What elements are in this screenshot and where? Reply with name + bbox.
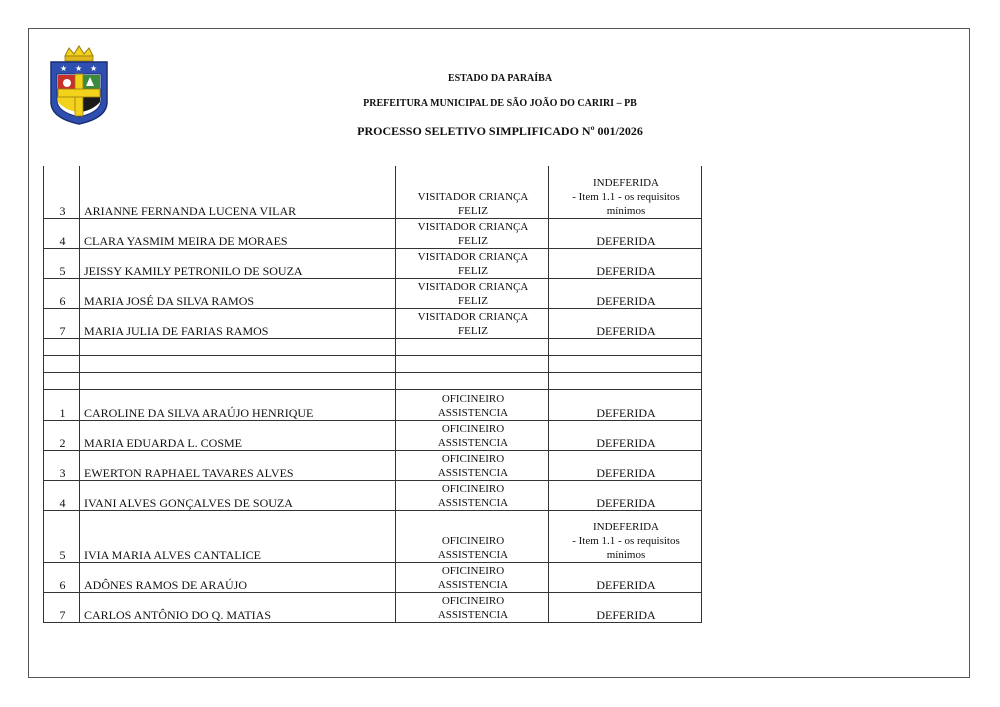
table-row: [44, 166, 702, 218]
candidate-role: VISITADOR CRIANÇA FELIZ: [396, 248, 549, 278]
table-row: [44, 592, 702, 622]
header-state: ESTADO DA PARAÍBA: [447, 73, 553, 84]
candidate-role: VISITADOR CRIANÇA FELIZ: [396, 278, 549, 308]
row-number: 6: [44, 562, 80, 592]
results-table: [43, 166, 702, 623]
table-row-empty: [44, 338, 702, 355]
table-row-empty: [44, 355, 702, 372]
svg-text:★: ★: [60, 64, 68, 73]
row-number: 7: [44, 308, 80, 338]
candidate-role: VISITADOR CRIANÇA FELIZ: [396, 166, 549, 218]
candidate-name: IVIA MARIA ALVES CANTALICE: [80, 510, 396, 562]
candidate-status: INDEFERIDA - Item 1.1 - os requisitos mínimos: [549, 510, 702, 562]
row-number: 4: [44, 480, 80, 510]
table-row: [44, 278, 702, 308]
candidate-name: CLARA YASMIM MEIRA DE MORAES: [80, 218, 396, 248]
svg-text:★: ★: [75, 64, 83, 73]
candidate-status: DEFERIDA: [549, 218, 702, 248]
candidate-name: MARIA JULIA DE FARIAS RAMOS: [80, 308, 396, 338]
candidate-status: DEFERIDA: [549, 450, 702, 480]
candidate-role: OFICINEIRO ASSISTENCIA: [396, 420, 549, 450]
candidate-status: INDEFERIDA - Item 1.1 - os requisitos mínimos: [549, 166, 702, 218]
table-row: [44, 510, 702, 562]
candidate-name: ARIANNE FERNANDA LUCENA VILAR: [80, 166, 396, 218]
row-number: 7: [44, 592, 80, 622]
candidate-role: OFICINEIRO ASSISTENCIA: [396, 592, 549, 622]
candidate-name: JEISSY KAMILY PETRONILO DE SOUZA: [80, 248, 396, 278]
table-row: [44, 450, 702, 480]
table-row: [44, 248, 702, 278]
candidate-status: DEFERIDA: [549, 248, 702, 278]
candidate-role: VISITADOR CRIANÇA FELIZ: [396, 218, 549, 248]
candidate-status: DEFERIDA: [549, 480, 702, 510]
candidate-name: MARIA JOSÉ DA SILVA RAMOS: [80, 278, 396, 308]
row-number: 3: [44, 166, 80, 218]
row-number: 5: [44, 510, 80, 562]
candidate-name: CAROLINE DA SILVA ARAÚJO HENRIQUE: [80, 389, 396, 420]
candidate-status: DEFERIDA: [549, 562, 702, 592]
table-row: [44, 562, 702, 592]
row-number: 6: [44, 278, 80, 308]
row-number: 4: [44, 218, 80, 248]
candidate-role: OFICINEIRO ASSISTENCIA: [396, 450, 549, 480]
candidate-role: VISITADOR CRIANÇA FELIZ: [396, 308, 549, 338]
svg-text:★: ★: [90, 64, 98, 73]
candidate-role: OFICINEIRO ASSISTENCIA: [396, 389, 549, 420]
candidate-status: DEFERIDA: [549, 592, 702, 622]
header-municipality: PREFEITURA MUNICIPAL DE SÃO JOÃO DO CARIRI – PB: [363, 98, 637, 109]
table-row: [44, 389, 702, 420]
candidate-status: DEFERIDA: [549, 308, 702, 338]
municipal-crest-icon: [47, 44, 111, 126]
candidate-name: CARLOS ANTÔNIO DO Q. MATIAS: [80, 592, 396, 622]
candidate-role: OFICINEIRO ASSISTENCIA: [396, 562, 549, 592]
header-process-title: PROCESSO SELETIVO SIMPLIFICADO Nº 001/2026: [357, 124, 643, 138]
table-row: [44, 480, 702, 510]
candidate-status: DEFERIDA: [549, 389, 702, 420]
candidate-name: MARIA EDUARDA L. COSME: [80, 420, 396, 450]
candidate-name: IVANI ALVES GONÇALVES DE SOUZA: [80, 480, 396, 510]
row-number: 2: [44, 420, 80, 450]
row-number: 5: [44, 248, 80, 278]
candidate-name: ADÔNES RAMOS DE ARAÚJO: [80, 562, 396, 592]
candidate-status: DEFERIDA: [549, 420, 702, 450]
candidate-role: OFICINEIRO ASSISTENCIA: [396, 480, 549, 510]
row-number: 3: [44, 450, 80, 480]
table-row: [44, 308, 702, 338]
candidate-name: EWERTON RAPHAEL TAVARES ALVES: [80, 450, 396, 480]
table-row: [44, 420, 702, 450]
candidate-role: OFICINEIRO ASSISTENCIA: [396, 510, 549, 562]
table-row-empty: [44, 372, 702, 389]
row-number: 1: [44, 389, 80, 420]
candidate-status: DEFERIDA: [549, 278, 702, 308]
table-row: [44, 218, 702, 248]
